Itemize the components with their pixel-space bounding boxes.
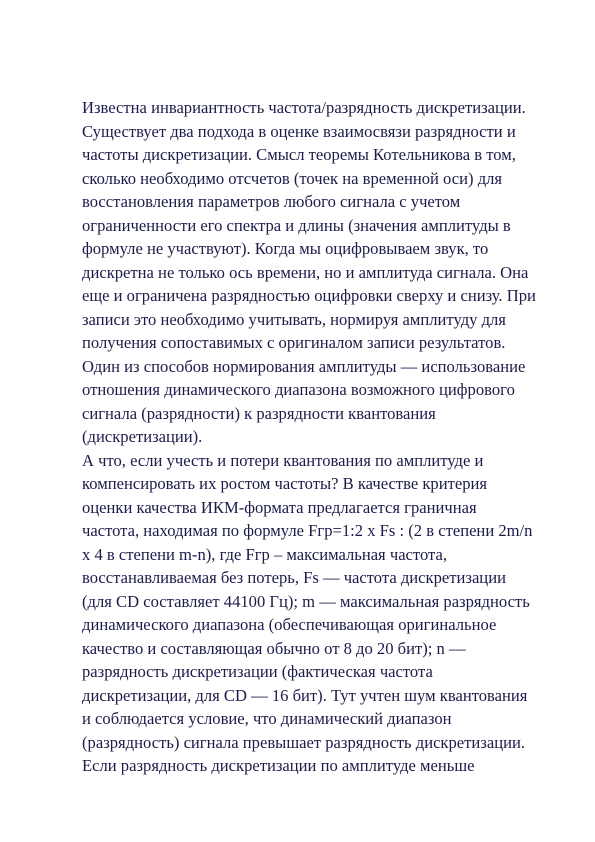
text-line: записи это необходимо учитывать, нормируя амплитуду для xyxy=(82,309,506,329)
text-line: сигнала (разрядности) к разрядности квантования xyxy=(82,403,436,423)
text-line: динамического диапазона (обеспечивающая оригинальное xyxy=(82,615,497,634)
text-line: Известна инвариантность частота/разрядность дискретизации. xyxy=(82,98,526,117)
text-line: дискретна не только ось времени, но и амплитуда сигнала. Она xyxy=(82,262,529,282)
text-line: х 4 в степени m-n), где Fгр – максимальная частота, xyxy=(82,544,447,564)
body-text xyxy=(82,96,582,778)
text-line: Если разрядность дискретизации по амплитуде меньше xyxy=(82,756,475,775)
text-line: качество и составляющая обычно от 8 до 20 бит); n — xyxy=(82,638,466,658)
text-line: (для CD составляет 44100 Гц); m — максимальная разрядность xyxy=(82,591,530,611)
text-line: частоты дискретизации. Смысл теоремы Котельникова в том, xyxy=(82,145,516,164)
text-line: (разрядность) сигнала превышает разрядность дискретизации. xyxy=(82,732,525,752)
text-line: восстанавливаемая без потерь, Fs — частота дискретизации xyxy=(82,568,506,587)
text-line: оценки качества ИКМ-формата предлагается граничная xyxy=(82,497,477,517)
text-line: еще и ограничена разрядностью оцифровки сверху и снизу. При xyxy=(82,286,536,305)
text-line: сколько необходимо отсчетов (точек на временной оси) для xyxy=(82,168,503,188)
text-line: Один из способов нормирования амплитуды — использование xyxy=(82,356,526,376)
text-line: частота, находимая по формуле Fгр=1:2 х Fs : (2 в степени 2m/n xyxy=(82,521,533,540)
text-line: (дискретизации). xyxy=(82,427,203,446)
text-line: получения сопоставимых с оригиналом записи результатов. xyxy=(82,333,506,352)
text-line: А что, если учесть и потери квантования по амплитуде и xyxy=(82,450,484,470)
text-line: отношения динамического диапазона возможного цифрового xyxy=(82,380,515,399)
text-line: восстановления параметров любого сигнала с учетом xyxy=(82,192,461,211)
text-line: и соблюдается условие, что динамический диапазон xyxy=(82,709,452,728)
text-line: ограниченности его спектра и длины (значения амплитуды в xyxy=(82,215,511,235)
text-line: формуле не участвуют). Когда мы оцифровываем звук, то xyxy=(82,239,489,258)
text-line: компенсировать их ростом частоты? В качестве критерия xyxy=(82,474,488,493)
text-line: разрядность дискретизации (фактическая частота xyxy=(82,662,433,681)
text-line: дискретизации, для CD — 16 бит). Тут учтен шум квантования xyxy=(82,685,528,705)
text-line: Существует два подхода в оценке взаимосвязи разрядности и xyxy=(82,121,516,141)
